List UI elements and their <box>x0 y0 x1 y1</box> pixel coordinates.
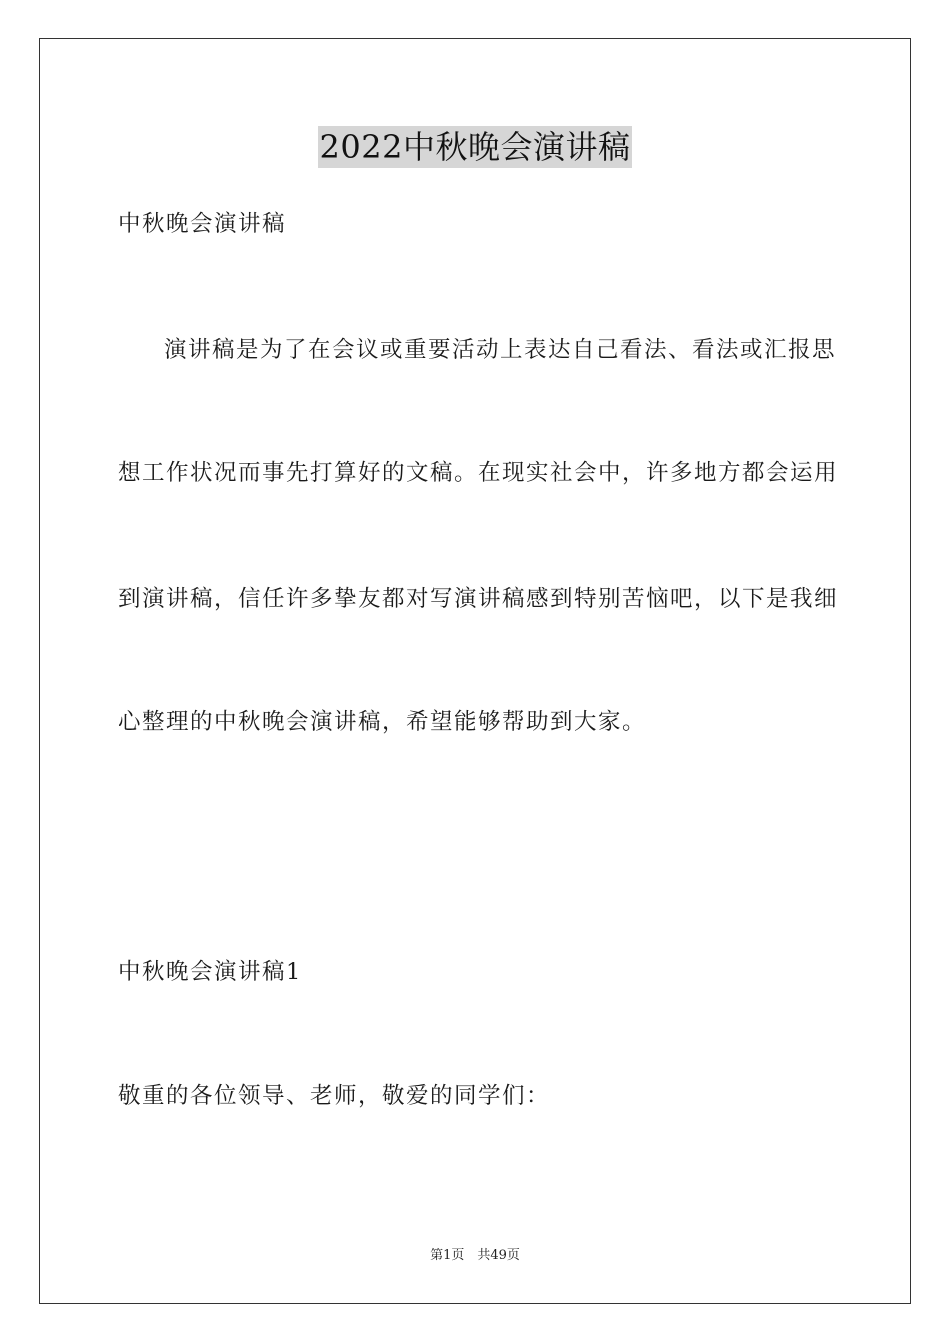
intro-line: 心整理的中秋晚会演讲稿，希望能够帮助到大家。 <box>118 709 647 735</box>
section-heading: 中秋晚会演讲稿1 <box>118 959 302 985</box>
intro-line: 到演讲稿，信任许多挚友都对写演讲稿感到特别苦恼吧，以下是我细 <box>118 586 839 612</box>
greeting-line: 敬重的各位领导、老师，敬爱的同学们： <box>118 1083 551 1109</box>
page-number: 第1页 共49页 <box>430 1248 520 1263</box>
intro-line: 想工作状况而事先打算好的文稿。在现实社会中，许多地方都会运用 <box>118 460 839 486</box>
document-title: 2022中秋晚会演讲稿 <box>319 128 631 166</box>
subtitle: 中秋晚会演讲稿 <box>118 211 287 237</box>
intro-line: 演讲稿是为了在会议或重要活动上表达自己看法、看法或汇报思 <box>164 337 837 363</box>
title-container <box>0 126 950 168</box>
